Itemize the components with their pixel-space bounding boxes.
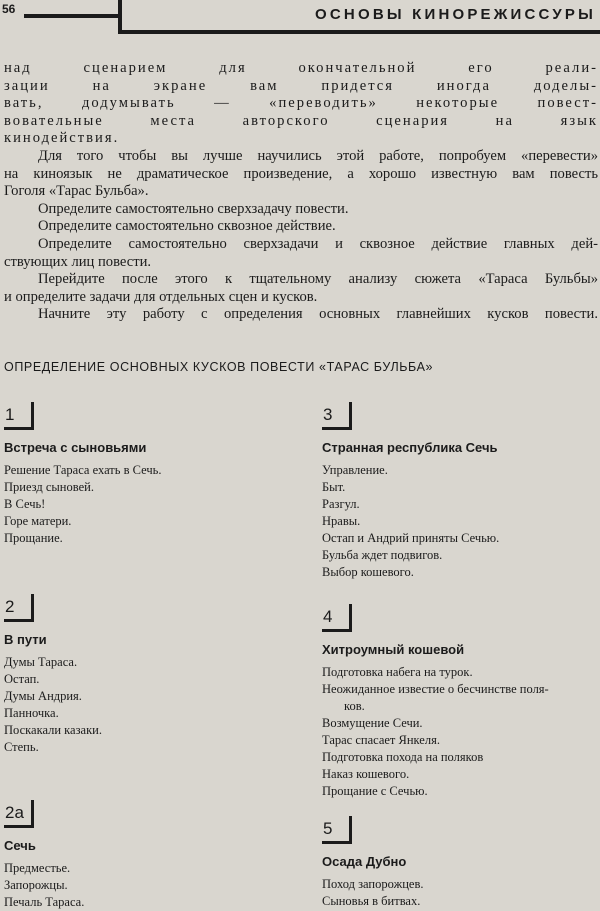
list-item: Неожиданное известие о бесчинстве поля-: [322, 682, 549, 696]
segment-number: 2а: [4, 800, 34, 828]
paragraph-1: [4, 60, 598, 148]
text-line: Для того чтобы вы лучше научились этой работе, попробуем «перевести»: [38, 147, 598, 164]
text-line: вовательные места авторского сценария на язык: [4, 112, 598, 129]
list-item: ков.: [344, 699, 365, 713]
header-box: [118, 0, 600, 34]
list-item: Запорожцы.: [4, 878, 68, 892]
list-item: Решение Тараса ехать в Сечь.: [4, 463, 162, 477]
text-line: и определите задачи для отдельных сцен и кусков.: [4, 288, 318, 305]
list-item: Управление.: [322, 463, 388, 477]
list-item: В Сечь!: [4, 497, 46, 511]
text-line: зации на экране вам придется иногда доделы-: [4, 77, 598, 94]
paragraph-7: [4, 306, 598, 324]
list-item: Бульба ждет подвигов.: [322, 548, 443, 562]
segment-number: 3: [322, 402, 352, 430]
segment-title: Осада Дубно: [322, 854, 407, 869]
list-item: Подготовка похода на поляков: [322, 750, 484, 764]
segment-title: Встреча с сыновьями: [4, 440, 147, 455]
segment-title: Сечь: [4, 838, 36, 853]
text-line: Перейдите после этого к тщательному анализу сюжета «Тараса Бульбы»: [38, 271, 598, 288]
list-item: Нравы.: [322, 514, 361, 528]
segment-number: 2: [4, 594, 34, 622]
list-item: Думы Андрия.: [4, 689, 82, 703]
segment-number: 5: [322, 816, 352, 844]
segment-title: В пути: [4, 632, 47, 647]
section-heading: ОПРЕДЕЛЕНИЕ ОСНОВНЫХ КУСКОВ ПОВЕСТИ «ТАРАС БУЛЬБА»: [4, 360, 434, 374]
segment-items: [322, 462, 499, 581]
list-item: Думы Тараса.: [4, 655, 78, 669]
paragraph-4: [4, 218, 598, 236]
list-item: Наказ кошевого.: [322, 767, 410, 781]
list-item: Панночка.: [4, 706, 59, 720]
paragraph-2: [4, 148, 598, 201]
segment-items: [4, 860, 84, 911]
paragraph-5: [4, 236, 598, 271]
list-item: Предместье.: [4, 861, 71, 875]
list-item: Подготовка набега на турок.: [322, 665, 473, 679]
list-item: Горе матери.: [4, 514, 72, 528]
running-header: [0, 0, 600, 40]
segment-number: 1: [4, 402, 34, 430]
text-line: над сценарием для окончательной его реали-: [4, 60, 598, 76]
list-item: Тарас спасает Янкеля.: [322, 733, 440, 747]
text-line: кинодействия.: [4, 130, 120, 147]
header-rule: [24, 14, 120, 18]
segment-title: Хитроумный кошевой: [322, 642, 465, 657]
list-item: Сыновья в битвах.: [322, 894, 421, 908]
body-text: [4, 60, 598, 324]
list-item: Печаль Тараса.: [4, 895, 85, 909]
list-item: Остап и Андрий приняты Сечью.: [322, 531, 500, 545]
text-line: ствующих лиц повести.: [4, 253, 152, 270]
text-line: Определите самостоятельно сверхзадачи и сквозное действие главных дей-: [38, 235, 598, 252]
page-number: 56: [2, 2, 16, 16]
list-item: Возмущение Сечи.: [322, 716, 423, 730]
text-line: на киноязык не драматическое произведение, а хорошо известную вам повесть: [4, 165, 598, 182]
segment-number: 4: [322, 604, 352, 632]
segment-title: Странная республика Сечь: [322, 440, 498, 455]
list-item: Прощание с Сечью.: [322, 784, 428, 798]
segment-items: [322, 876, 423, 910]
list-item: Быт.: [322, 480, 346, 494]
list-item: Прощание.: [4, 531, 63, 545]
segment-items: [4, 462, 161, 547]
list-item: Поскакали казаки.: [4, 723, 102, 737]
list-item: Поход запорожцев.: [322, 877, 424, 891]
text-line: Гоголя «Тарас Бульба».: [4, 183, 149, 200]
list-item: Степь.: [4, 740, 39, 754]
text-line: Начните эту работу с определения основных главнейших кусков повести.: [38, 306, 598, 323]
paragraph-6: [4, 271, 598, 306]
segment-items: [322, 664, 549, 800]
list-item: Приезд сыновей.: [4, 480, 94, 494]
running-title: ОСНОВЫ КИНОРЕЖИССУРЫ: [315, 6, 596, 23]
text-line: Определите самостоятельно сквозное действие.: [38, 218, 336, 235]
segment-items: [4, 654, 102, 756]
text-line: вать, додумывать — «переводить» некоторые повест-: [4, 95, 598, 112]
list-item: Остап.: [4, 672, 40, 686]
paragraph-3: [4, 201, 598, 219]
list-item: Выбор кошевого.: [322, 565, 414, 579]
list-item: Разгул.: [322, 497, 360, 511]
text-line: Определите самостоятельно сверхзадачу повести.: [38, 200, 349, 217]
